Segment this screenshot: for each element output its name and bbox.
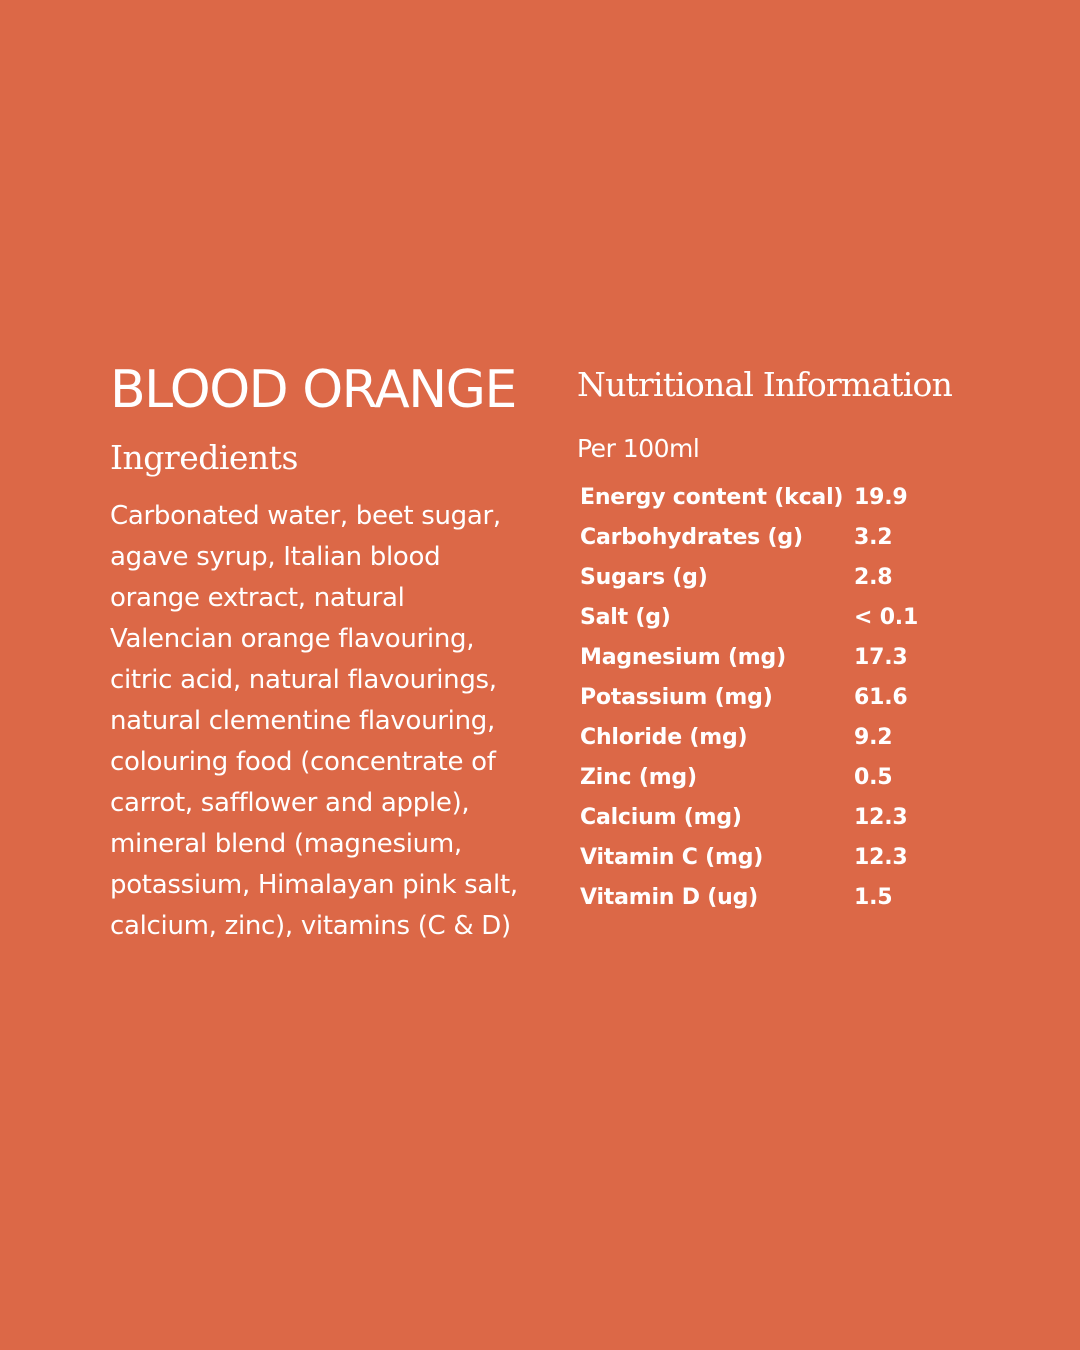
- nutrient-name: Calcium (mg): [580, 804, 742, 830]
- nutrient-name: Energy content (kcal): [580, 484, 844, 510]
- nutrient-value: 9.2: [854, 724, 893, 750]
- nutrition-row: [580, 477, 1017, 517]
- nutrient-value: 61.6: [854, 684, 908, 710]
- nutrient-value: 17.3: [854, 644, 908, 670]
- nutrient-value: 1.5: [854, 884, 893, 910]
- nutrient-name: Salt (g): [580, 604, 671, 630]
- nutrient-value: 3.2: [854, 524, 893, 550]
- product-info-column: [110, 358, 550, 947]
- nutrient-name: Potassium (mg): [580, 684, 773, 710]
- ingredients-heading: Ingredients: [110, 438, 298, 477]
- nutrient-value: 12.3: [854, 804, 908, 830]
- nutrient-value: < 0.1: [854, 604, 919, 630]
- nutrient-value: 19.9: [854, 484, 908, 510]
- nutrient-name: Vitamin C (mg): [580, 844, 764, 870]
- nutrient-name: Zinc (mg): [580, 764, 697, 790]
- nutrition-row: [580, 757, 1017, 797]
- ingredients-text: Carbonated water, beet sugar, agave syrup, Italian blood orange extract, natural Valencian orange flavouring, citric acid, natural flavourings, natural clementine flavouring, colouring food (concentrate of carrot, safflower and apple), mineral blend (magnesium, potassium, Himalayan pink salt, calcium, zinc), vitamins (C & D): [110, 501, 518, 941]
- nutrition-row: [580, 797, 1017, 837]
- nutrition-row: [580, 597, 1017, 637]
- nutrient-value: 12.3: [854, 844, 908, 870]
- nutrient-name: Carbohydrates (g): [580, 524, 803, 550]
- nutrition-row: [580, 837, 1017, 877]
- nutrient-name: Magnesium (mg): [580, 644, 786, 670]
- nutrition-table: [580, 477, 1017, 917]
- nutrition-column: [577, 362, 1017, 917]
- product-title: BLOOD ORANGE: [110, 360, 516, 420]
- per-serving-label: Per 100ml: [577, 434, 700, 463]
- nutrition-row: [580, 557, 1017, 597]
- nutrient-name: Vitamin D (ug): [580, 884, 758, 910]
- nutrient-name: Chloride (mg): [580, 724, 748, 750]
- nutrition-heading: Nutritional Information: [577, 365, 953, 404]
- nutrient-value: 0.5: [854, 764, 893, 790]
- nutrition-row: [580, 877, 1017, 917]
- nutrient-value: 2.8: [854, 564, 893, 590]
- nutrition-row: [580, 637, 1017, 677]
- nutrition-row: [580, 677, 1017, 717]
- nutrition-row: [580, 717, 1017, 757]
- nutrient-name: Sugars (g): [580, 564, 708, 590]
- nutrition-row: [580, 517, 1017, 557]
